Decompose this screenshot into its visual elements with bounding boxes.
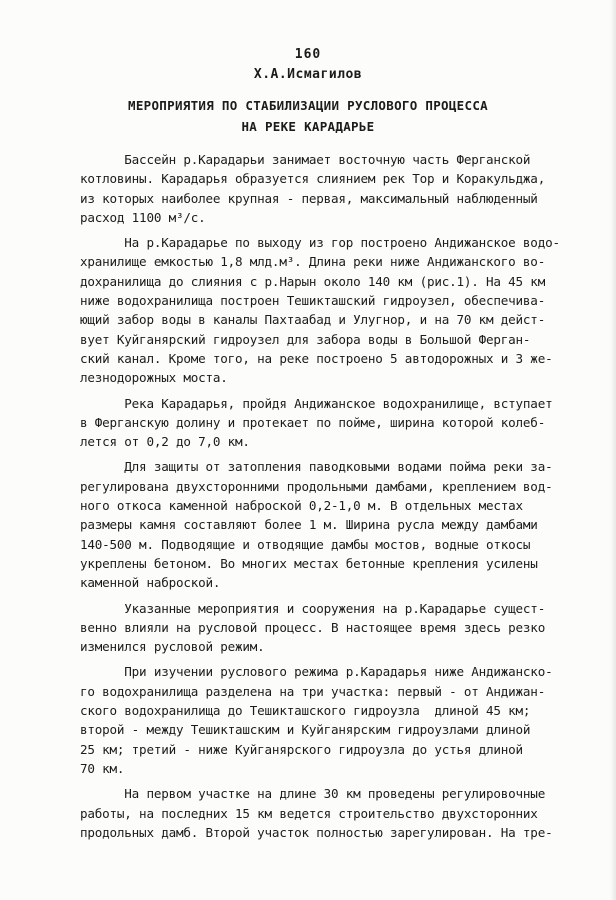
text-line: ский канал. Кроме того, на реке построено 5 автодорожных и 3 же-: [80, 350, 553, 366]
article-body: [80, 150, 616, 842]
text-line: ющий забор воды в каналы Пахтаабад и Улугнор, и на 70 км дейст-: [80, 312, 546, 328]
text-line: размеры камня составляют более 1 м. Ширина русла между дамбами: [80, 517, 538, 533]
text-line: венно влияли на русловой процесс. В настоящее время здесь резко: [80, 619, 546, 635]
text-line: го водохранилища разделена на три участка: первый - от Андижан-: [80, 683, 546, 699]
text-line: 70 км.: [80, 760, 125, 776]
paragraph: [80, 599, 616, 657]
paragraph: [80, 457, 616, 592]
page-number: 160: [294, 47, 322, 62]
text-line: лется от 0,2 до 7,0 км.: [80, 434, 250, 450]
text-line: второй - между Тешикташским и Куйганярским гидроузлами длиной: [80, 722, 531, 738]
text-line: На р.Карадарье по выходу из гор построено Андижанское водо-: [80, 235, 560, 251]
text-line: из которых наиболее крупная - первая, максимальный наблюденный: [80, 190, 538, 206]
text-line: дохранилища до слияния с р.Нарын около 140 км (рис.1). На 45 км: [80, 273, 546, 289]
text-line: расход 1100 м³/с.: [80, 209, 206, 225]
paragraph: [80, 394, 616, 452]
text-line: вует Куйганярский гидроузел для забора воды в Большой Ферган-: [80, 331, 531, 347]
text-line: котловины. Карадарья образуется слиянием рек Тор и Коракульджа,: [80, 171, 546, 187]
author-name: Х.А.Исмагилов: [253, 67, 363, 82]
text-line: продольных дамб. Второй участок полностью зарегулирован. На тре-: [80, 824, 553, 840]
title-line: НА РЕКЕ КАРАДАРЬЕ: [241, 119, 375, 134]
text-line: регулирована двухсторонними продольными дамбами, креплением вод-: [80, 478, 553, 494]
text-line: ного откоса каменной наброской 0,2-1,0 м. В отдельных местах: [80, 498, 523, 514]
text-line: На первом участке на длине 30 км проведены регулировочные: [80, 786, 546, 802]
text-line: работы, на последних 15 км ведется строительство двухсторонних: [80, 805, 538, 821]
text-line: 25 км; третий - ниже Куйганярского гидроузла до устья длиной: [80, 741, 523, 757]
text-line: лезнодорожных моста.: [80, 370, 228, 386]
text-line: каменной наброской.: [80, 575, 221, 591]
text-line: хранилище емкостью 1,8 млд.м³. Длина реки ниже Андижанского во-: [80, 254, 546, 270]
text-line: изменился русловой режим.: [80, 639, 265, 655]
text-line: Для защиты от затопления паводковыми водами пойма реки за-: [80, 459, 553, 475]
text-line: Указанные мероприятия и сооружения на р.Карадарье сущест-: [80, 600, 546, 616]
paragraph: [80, 784, 616, 842]
text-line: ского водохранилища до Тешикташского гидроузла длиной 45 км;: [80, 703, 531, 719]
text-line: укреплены бетоном. Во многих местах бетонные крепления усилены: [80, 555, 538, 571]
paragraph: [80, 233, 616, 387]
paragraph: [80, 150, 616, 227]
paragraph: [80, 662, 616, 778]
text-line: При изучении руслового режима р.Карадарья ниже Андижанско-: [80, 664, 553, 680]
text-line: в Ферганскую долину и протекает по пойме, ширина которой колеб-: [80, 414, 546, 430]
article-title: [0, 95, 616, 137]
text-line: 140-500 м. Подводящие и отводящие дамбы мостов, водные откосы: [80, 536, 531, 552]
title-line: МЕРОПРИЯТИЯ ПО СТАБИЛИЗАЦИИ РУСЛОВОГО ПРОЦЕССА: [128, 98, 488, 113]
text-line: ниже водохранилища построен Тешикташский гидроузел, обеспечива-: [80, 293, 546, 309]
text-line: Бассейн р.Карадарьи занимает восточную часть Ферганской: [80, 152, 531, 167]
text-line: Река Карадарья, пройдя Андижанское водохранилище, вступает: [80, 395, 553, 411]
